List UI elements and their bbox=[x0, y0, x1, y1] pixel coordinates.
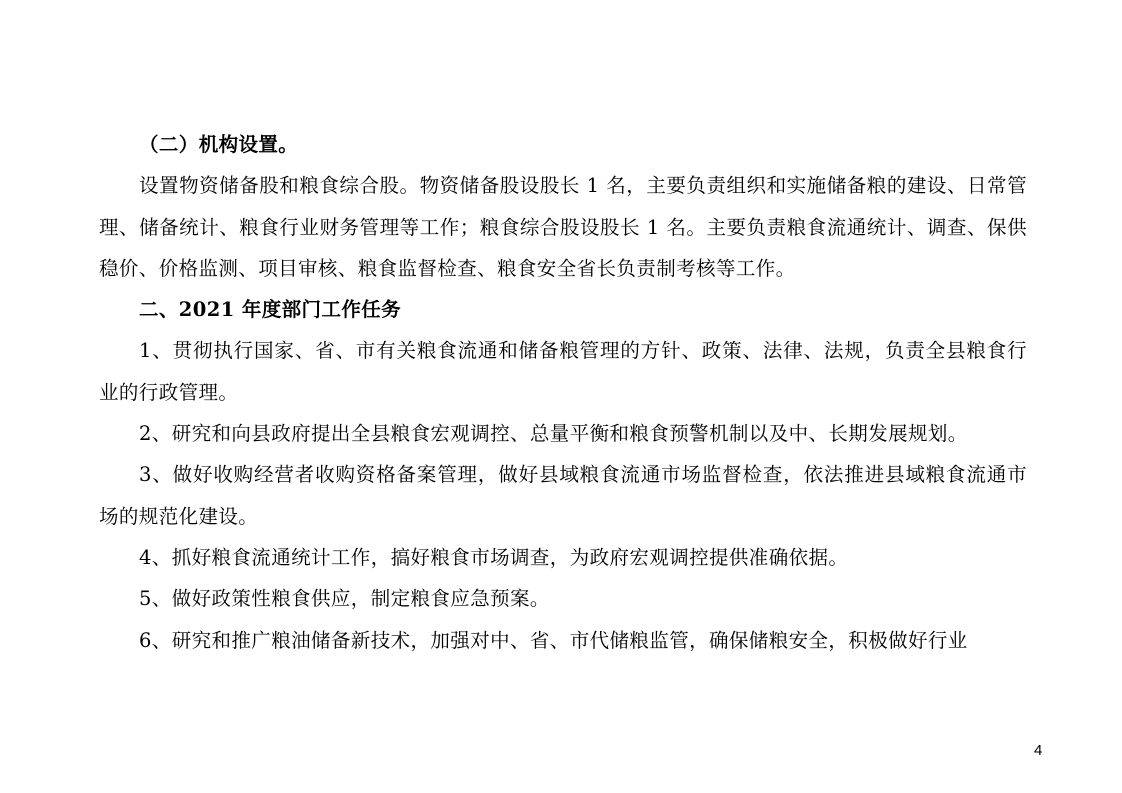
paragraph-institution-setup: 设置物资储备股和粮食综合股。物资储备股设股长 1 名，主要负责组织和实施储备粮的建设、日常管理、储备统计、粮食行业财务管理等工作；粮食综合股设股长 1 名。主要负责粮食流通统计、调查、保供稳价、价格监测、项目审核、粮食监督检查、粮食安全省长负责制考核等工作。 bbox=[99, 174, 1027, 280]
task-item-1: 1、贯彻执行国家、省、市有关粮食流通和储备粮管理的方针、政策、法律、法规，负责全县粮食行业的行政管理。 bbox=[99, 339, 1027, 404]
task-item-3: 3、做好收购经营者收购资格备案管理，做好县域粮食流通市场监督检查，依法推进县域粮食流通市场的规范化建设。 bbox=[99, 463, 1027, 528]
document-body bbox=[99, 124, 1027, 661]
task-item-2: 2、研究和向县政府提出全县粮食宏观调控、总量平衡和粮食预警机制以及中、长期发展规划。 bbox=[139, 422, 968, 446]
task-item-6: 6、研究和推广粮油储备新技术，加强对中、省、市代储粮监管，确保储粮安全，积极做好行业 bbox=[139, 628, 968, 652]
page-number: 4 bbox=[1034, 742, 1043, 759]
task-item-4: 4、抓好粮食流通统计工作，搞好粮食市场调查，为政府宏观调控提供准确依据。 bbox=[139, 545, 849, 569]
section-heading-institution-setup: （二）机构设置。 bbox=[139, 133, 299, 156]
task-item-5: 5、做好政策性粮食供应，制定粮食应急预案。 bbox=[139, 587, 550, 611]
section-heading-annual-tasks: 二、2021 年度部门工作任务 bbox=[139, 298, 402, 322]
